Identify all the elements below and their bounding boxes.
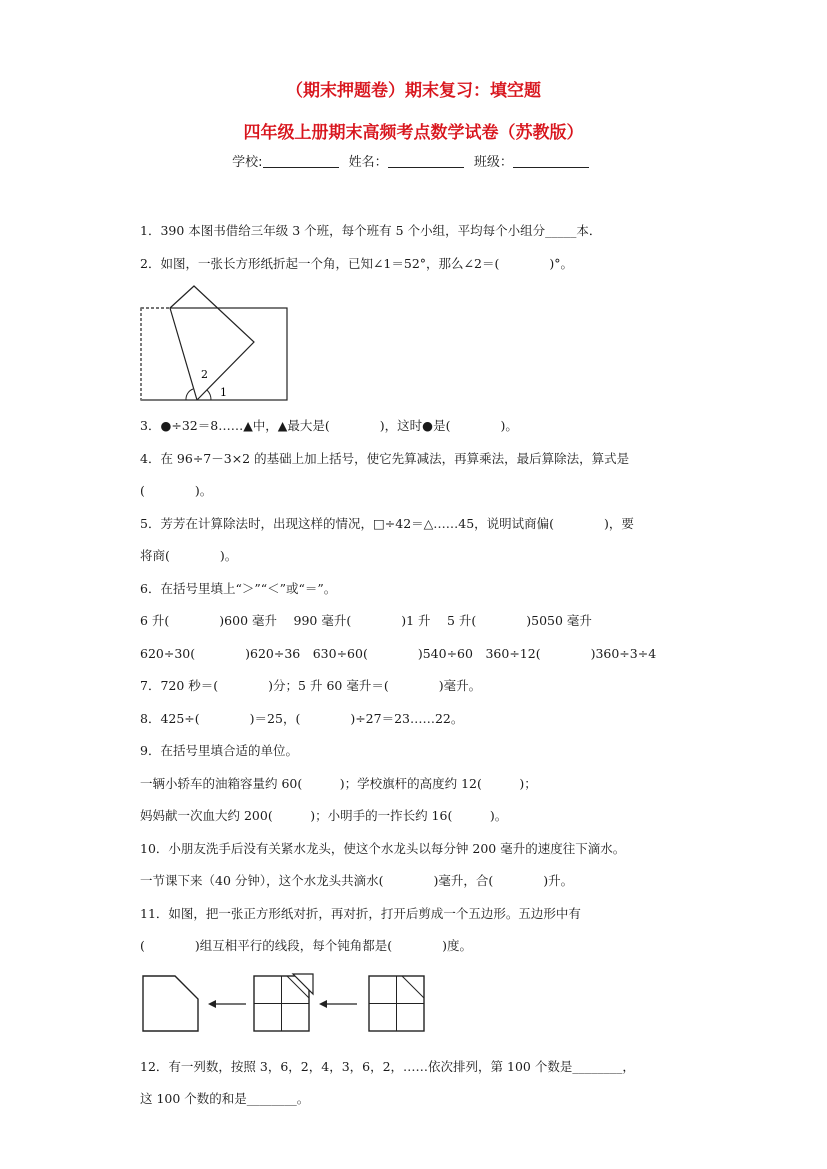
angle-2-label: 2 (201, 368, 208, 381)
question-4-line2: ( )。 (140, 483, 213, 498)
question-5-line2: 将商( )。 (140, 548, 238, 563)
name-label: 姓名： (348, 155, 388, 170)
question-10-line2: 一节课下来（40 分钟），这个水龙头共滴水( )毫升，合( )升。 (140, 873, 574, 888)
cut-corner-piece (293, 974, 313, 994)
school-label: 学校: (232, 155, 263, 170)
exam-title: （期末押题卷）期末复习：填空题 (286, 81, 541, 101)
angle-1-label: 1 (220, 386, 227, 399)
question-12-line2: 这 100 个数的和是________。 (140, 1091, 310, 1106)
question-11-line1: 11．如图，把一张正方形纸对折，再对折，打开后剪成一个五边形。五边形中有 (140, 906, 581, 921)
student-info (0, 151, 827, 170)
folded-rectangle-figure (138, 284, 290, 404)
question-7: 7．720 秒＝( )分；5 升 60 毫升＝( )毫升。 (140, 678, 482, 693)
question-12-line1: 12．有一列数，按照 3，6，2，4，3，6，2，……依次排列，第 100 个数是________， (140, 1059, 635, 1074)
question-11-line2: ( )组互相平行的线段，每个钝角都是( )度。 (140, 938, 473, 953)
question-9: 9．在括号里填合适的单位。 (140, 743, 298, 758)
name-blank[interactable] (388, 155, 464, 168)
question-4-line1: 4．在 96÷7－3×2 的基础上加上括号，使它先算减法，再算乘法，最后算除法，算式是 (140, 451, 630, 466)
question-9-row1: 一辆小轿车的油箱容量约 60( )；学校旗杆的高度约 12( )； (140, 776, 537, 791)
class-blank[interactable] (513, 155, 589, 168)
school-blank[interactable] (263, 155, 339, 168)
question-5-line1: 5．芳芳在计算除法时，出现这样的情况，□÷42＝△……45，说明试商偏( )，要 (140, 516, 634, 531)
question-2: 2．如图，一张长方形纸折起一个角，已知∠1＝52°，那么∠2＝( )°。 (140, 256, 573, 271)
question-8: 8．425÷( )＝25，( )÷27＝23……22。 (140, 711, 464, 726)
question-10-line1: 10．小朋友洗手后没有关紧水龙头，使这个水龙头以每分钟 200 毫升的速度往下滴水。 (140, 841, 626, 856)
question-6-row2: 620÷30( )620÷36 630÷60( )540÷60 360÷12( )360÷3÷4 (140, 646, 657, 661)
paper-folding-figure (138, 970, 430, 1036)
question-9-row2: 妈妈献一次血大约 200( )；小明手的一拃长约 16( )。 (140, 808, 508, 823)
question-1: 1．390 本图书借给三年级 3 个班，每个班有 5 个小组，平均每个小组分_____本． (140, 223, 602, 238)
question-6-row1: 6 升( )600 毫升 990 毫升( )1 升 5 升( )5050 毫升 (140, 613, 592, 628)
exam-subtitle: 四年级上册期末高频考点数学试卷（苏教版） (243, 123, 584, 143)
question-6: 6．在括号里填上“＞”“＜”或“＝”。 (140, 581, 337, 596)
class-label: 班级： (473, 155, 513, 170)
pentagon-shape (143, 976, 198, 1031)
question-3: 3．●÷32＝8……▲中，▲最大是( )，这时●是( )。 (140, 418, 518, 433)
